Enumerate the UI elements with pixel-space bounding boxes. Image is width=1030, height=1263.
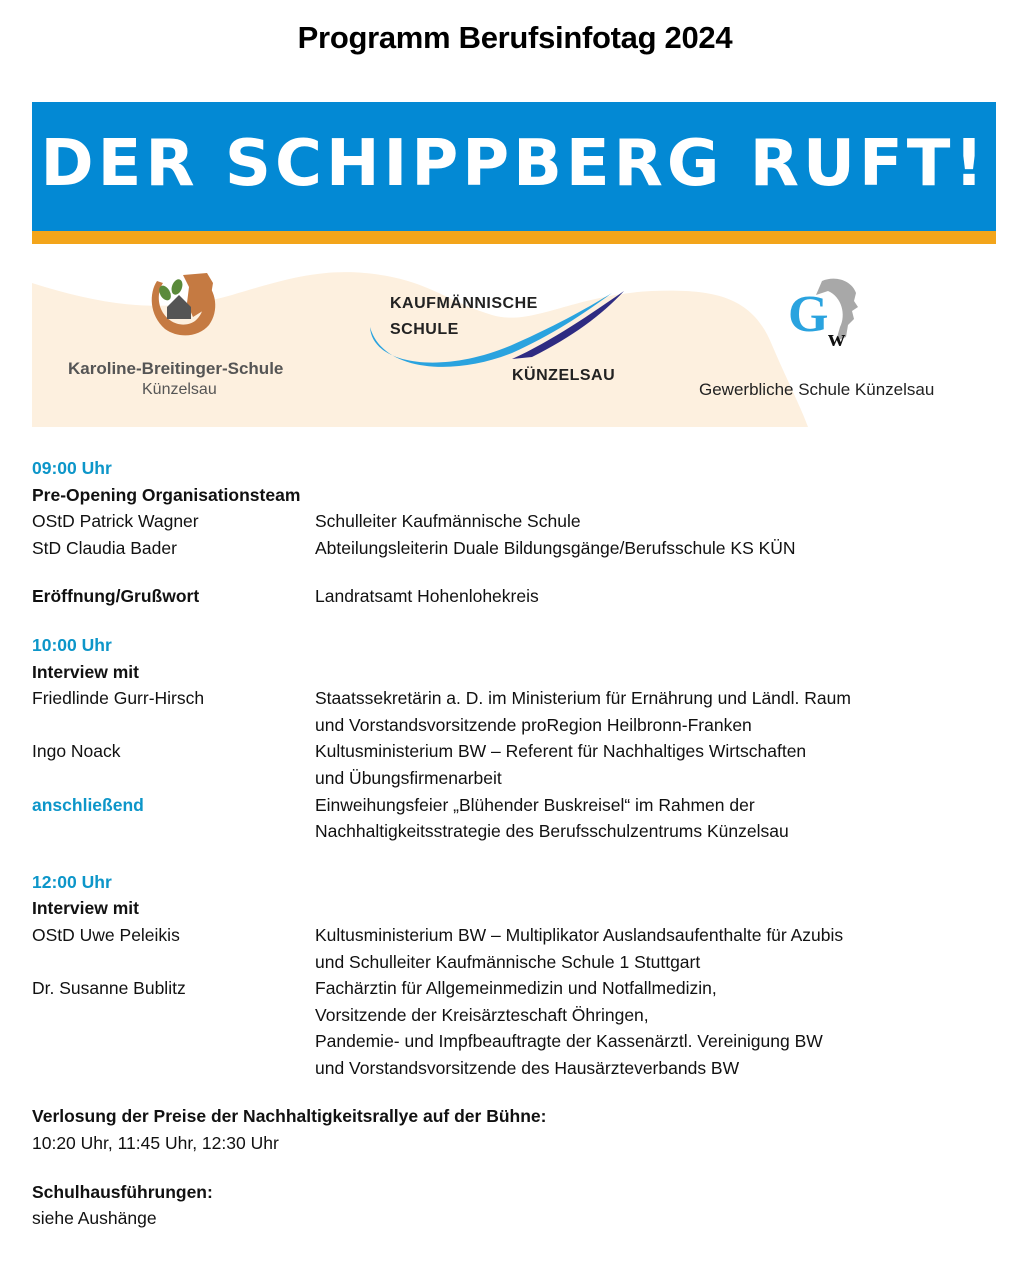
gs-mark-sub: w (828, 326, 846, 352)
speaker-role: Kultusministerium BW – Multiplikator Auslandsaufenthalte für Azubis (315, 924, 844, 945)
speaker-role: und Schulleiter Kaufmännische Schule 1 Stuttgart (315, 951, 701, 972)
program-row (32, 685, 992, 738)
banner (32, 102, 996, 244)
kbs-city: Künzelsau (142, 381, 217, 398)
logo-gewerbliche-schule (692, 255, 996, 425)
program-row (32, 583, 992, 610)
speaker-name: Dr. Susanne Bublitz (32, 978, 186, 999)
after-label: anschließend (32, 794, 144, 815)
logo-karoline-breitinger-schule (32, 255, 352, 425)
opening-value: Landratsamt Hohenlohekreis (315, 586, 539, 607)
logo-kaufmaennische-schule (362, 255, 662, 425)
raffle-times: 10:20 Uhr, 11:45 Uhr, 12:30 Uhr (32, 1133, 279, 1154)
speaker-name: StD Claudia Bader (32, 537, 177, 558)
ks-line1: KAUFMÄNNISCHE (390, 295, 538, 312)
opening-label: Eröffnung/Grußwort (32, 586, 200, 607)
gs-name: Gewerbliche Schule Künzelsau (699, 380, 935, 399)
school-logos (32, 255, 996, 427)
gs-mark: G (788, 286, 829, 343)
program-row (32, 975, 992, 1081)
speaker-role: Pandemie- und Impfbeauftragte der Kassenärztl. Vereinigung BW (315, 1031, 823, 1052)
program-row (32, 922, 992, 975)
hand-house-icon (147, 273, 221, 339)
block1-heading: Pre-Opening Organisationsteam (32, 484, 301, 505)
speaker-role: und Vorstandsvorsitzende des Hausärzteverbands BW (315, 1057, 740, 1078)
speaker-name: Friedlinde Gurr-Hirsch (32, 688, 205, 709)
banner-text: DER SCHIPPBERG RUFT! (40, 127, 988, 201)
speaker-role: Vorsitzende der Kreisärzteschaft Öhringen, (315, 1004, 649, 1025)
speaker-role: und Vorstandsvorsitzende proRegion Heilbronn-Franken (315, 714, 752, 735)
banner-stripe (32, 231, 996, 244)
time-1000: 10:00 Uhr (32, 634, 112, 655)
program (32, 455, 992, 1232)
program-row (32, 535, 992, 562)
program-row (32, 508, 992, 535)
speaker-role: Schulleiter Kaufmännische Schule (315, 511, 581, 532)
speaker-name: OStD Patrick Wagner (32, 511, 199, 532)
kbs-name: Karoline-Breitinger-Schule (68, 359, 284, 378)
speaker-role: Kultusministerium BW – Referent für Nachhaltiges Wirtschaften (315, 741, 807, 762)
time-1200: 12:00 Uhr (32, 871, 112, 892)
block2-heading: Interview mit (32, 661, 139, 682)
speaker-role: Staatssekretärin a. D. im Ministerium für Ernährung und Ländl. Raum (315, 688, 851, 709)
time-0900: 09:00 Uhr (32, 458, 112, 478)
after-value: Nachhaltigkeitsstrategie des Berufsschulzentrums Künzelsau (315, 821, 789, 842)
page-title: Programm Berufsinfotag 2024 (297, 20, 733, 55)
speaker-name: OStD Uwe Peleikis (32, 924, 180, 945)
speaker-role: Fachärztin für Allgemeinmedizin und Notfallmedizin, (315, 978, 717, 999)
ks-line2: SCHULE (390, 321, 459, 338)
after-value: Einweihungsfeier „Blühender Buskreisel“ im Rahmen der (315, 794, 755, 815)
program-row (32, 792, 992, 845)
tours-heading: Schulhausführungen: (32, 1181, 213, 1202)
ks-line3: KÜNZELSAU (512, 367, 616, 384)
raffle-heading: Verlosung der Preise der Nachhaltigkeitsrallye auf der Bühne: (32, 1106, 547, 1127)
block3-heading: Interview mit (32, 898, 139, 919)
speaker-name: Ingo Noack (32, 741, 121, 762)
speaker-role: und Übungsfirmenarbeit (315, 767, 502, 788)
tours-text: siehe Aushänge (32, 1208, 157, 1229)
program-row (32, 738, 992, 791)
speaker-role: Abteilungsleiterin Duale Bildungsgänge/Berufsschule KS KÜN (315, 537, 796, 558)
